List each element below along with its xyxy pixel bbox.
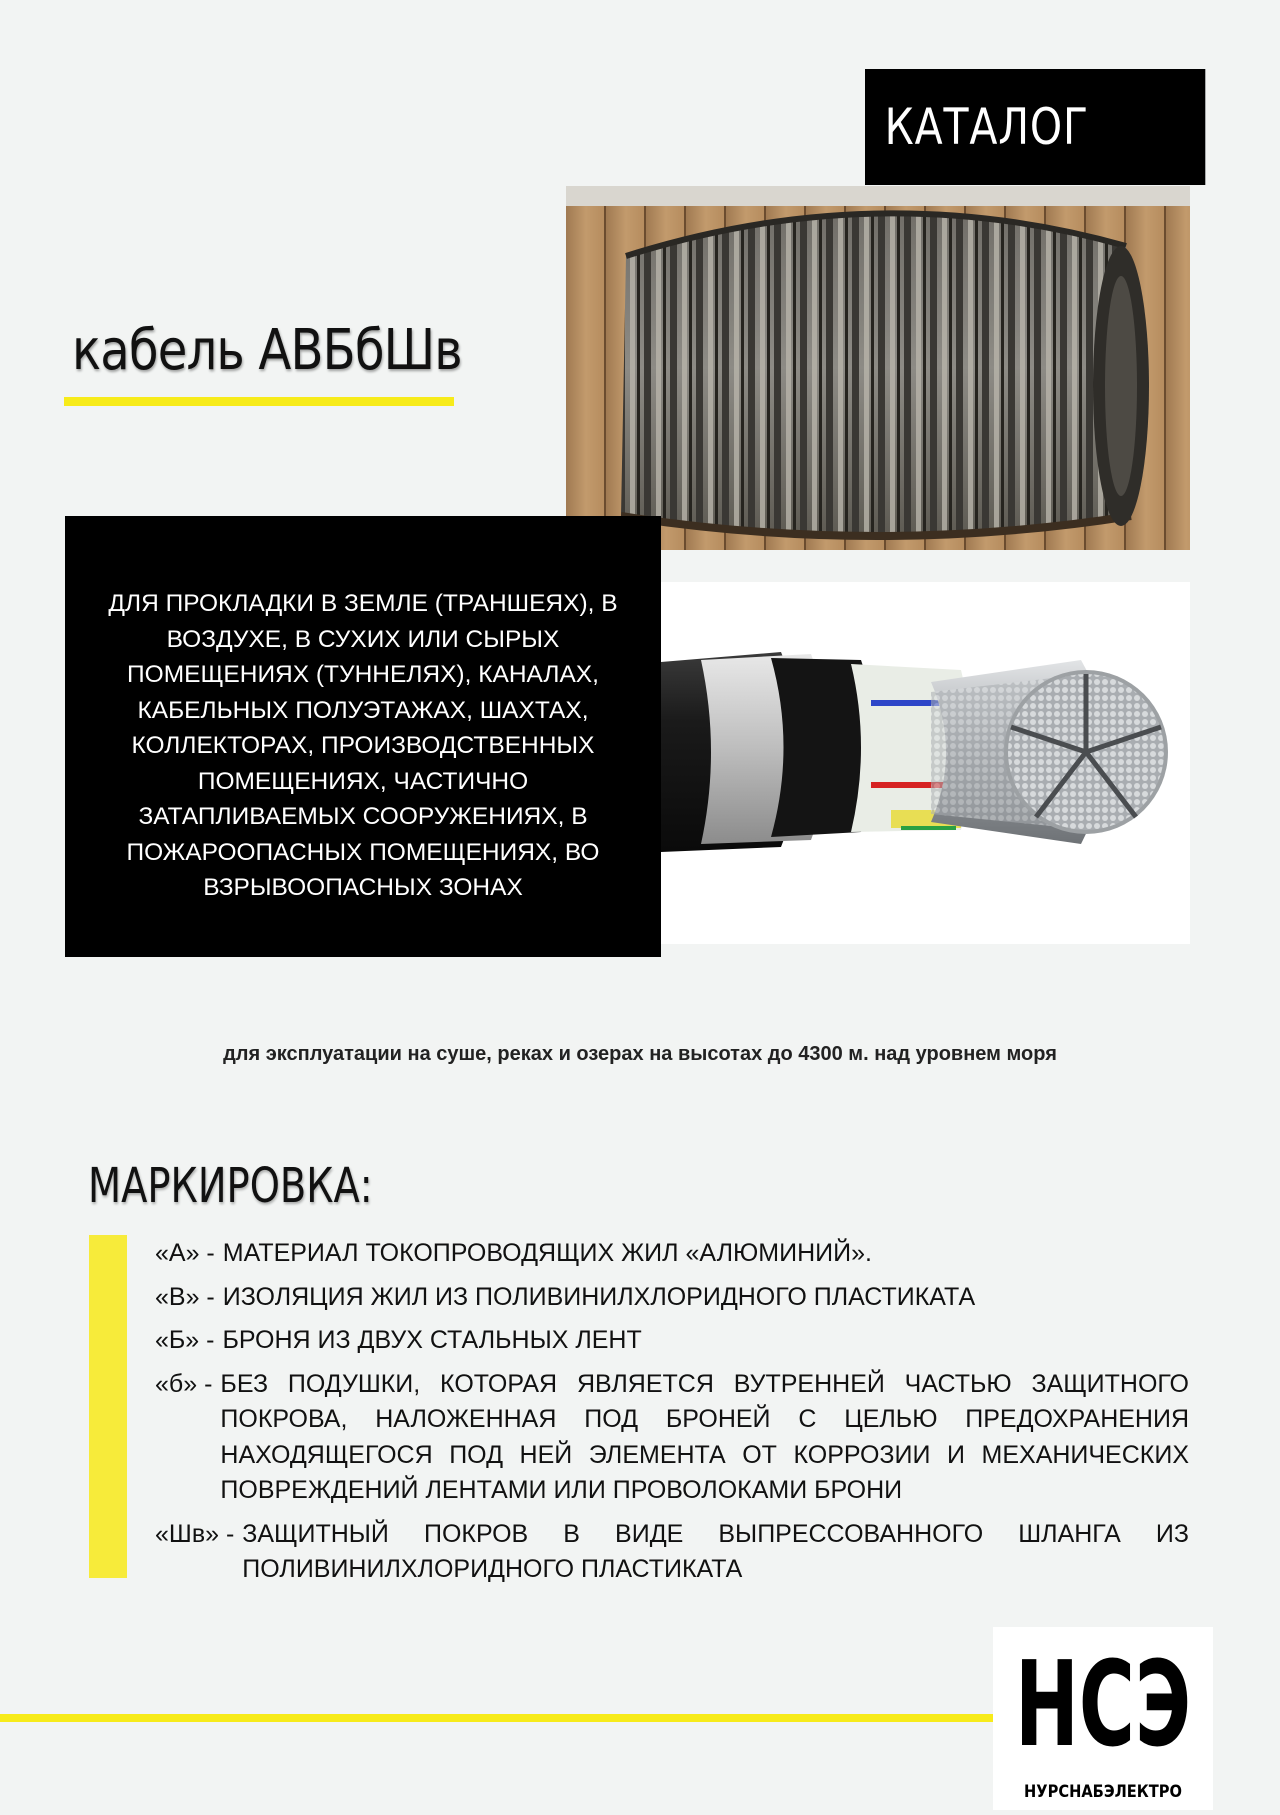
marking-heading: МАРКИРОВКА: (88, 1158, 373, 1214)
logo-mark: НСЭ (1015, 1635, 1191, 1773)
description-text: ДЛЯ ПРОКЛАДКИ В ЗЕМЛЕ (ТРАНШЕЯХ), В ВОЗДУХЕ, В СУХИХ ИЛИ СЫРЫХ ПОМЕЩЕНИЯХ (ТУННЕЛЯХ), КАНАЛАХ, КАБЕЛЬНЫХ ПОЛУЭТАЖАХ, ШАХТАХ, КОЛЛЕКТОРАХ, ПРОИЗВОДСТВЕННЫХ ПОМЕЩЕНИЯХ, ЧАСТИЧНО ЗАТАПЛИВАЕМЫХ СООРУЖЕНИЯХ, В ПОЖАРООПАСНЫХ ПОМЕЩЕНИЯХ, ВО ВЗРЫВООПАСНЫХ ЗОНАХ (108, 590, 618, 901)
description-box (65, 516, 661, 957)
catalog-label: КАТАЛОГ (884, 98, 1089, 156)
marking-list (155, 1236, 1189, 1596)
marking-text: БЕЗ ПОДУШКИ, КОТОРАЯ ЯВЛЯЕТСЯ ВУТРЕННЕЙ ЧАСТЬЮ ЗАЩИТНОГО ПОКРОВА, НАЛОЖЕННАЯ ПОД БРОНЕЙ С ЦЕЛЬЮ ПРЕДОХРАНЕНИЯ НАХОДЯЩЕГОСЯ ПОД НЕЙ ЭЛЕМЕНТА ОТ КОРРОЗИИ И МЕХАНИЧЕСКИХ ПОВРЕЖДЕНИЙ ЛЕНТАМИ ИЛИ ПРОВОЛОКАМИ БРОНИ (220, 1369, 1189, 1504)
marking-text: ЗАЩИТНЫЙ ПОКРОВ В ВИДЕ ВЫПРЕССОВАННОГО ШЛАНГА ИЗ ПОЛИВИНИЛХЛОРИДНОГО ПЛАСТИКАТА (242, 1519, 1189, 1583)
catalog-tag (865, 69, 1205, 185)
bottom-accent-line (0, 1714, 998, 1722)
marking-text: ИЗОЛЯЦИЯ ЖИЛ ИЗ ПОЛИВИНИЛХЛОРИДНОГО ПЛАСТИКАТА (222, 1282, 976, 1311)
marking-accent-bar (89, 1235, 127, 1578)
product-title: кабель АВБбШв (72, 318, 462, 383)
marking-item-shv (155, 1517, 1189, 1588)
logo-name: НУРСНАБЭЛЕКТРО (1024, 1782, 1182, 1802)
marking-text: МАТЕРИАЛ ТОКОПРОВОДЯЩИХ ЖИЛ «АЛЮМИНИЙ». (222, 1239, 872, 1267)
marking-code: «А» - (155, 1239, 215, 1267)
usage-note: для эксплуатации на суше, реках и озерах на высотах до 4300 м. над уровнем моря (223, 1043, 1057, 1065)
cable-drum-photo (566, 186, 1190, 550)
marking-text: БРОНЯ ИЗ ДВУХ СТАЛЬНЫХ ЛЕНТ (222, 1326, 642, 1354)
marking-code: «Б» - (155, 1326, 215, 1354)
marking-item-b-lower (155, 1367, 1189, 1509)
marking-item-a (155, 1236, 1189, 1272)
marking-item-b-upper (155, 1323, 1189, 1359)
marking-item-v (155, 1280, 1189, 1316)
title-underline (64, 397, 454, 406)
marking-code: «Шв» - (155, 1519, 235, 1548)
company-logo (993, 1627, 1213, 1810)
marking-code: «б» - (155, 1369, 213, 1398)
marking-code: «В» - (155, 1282, 215, 1311)
cable-cross-section-photo (661, 582, 1190, 944)
